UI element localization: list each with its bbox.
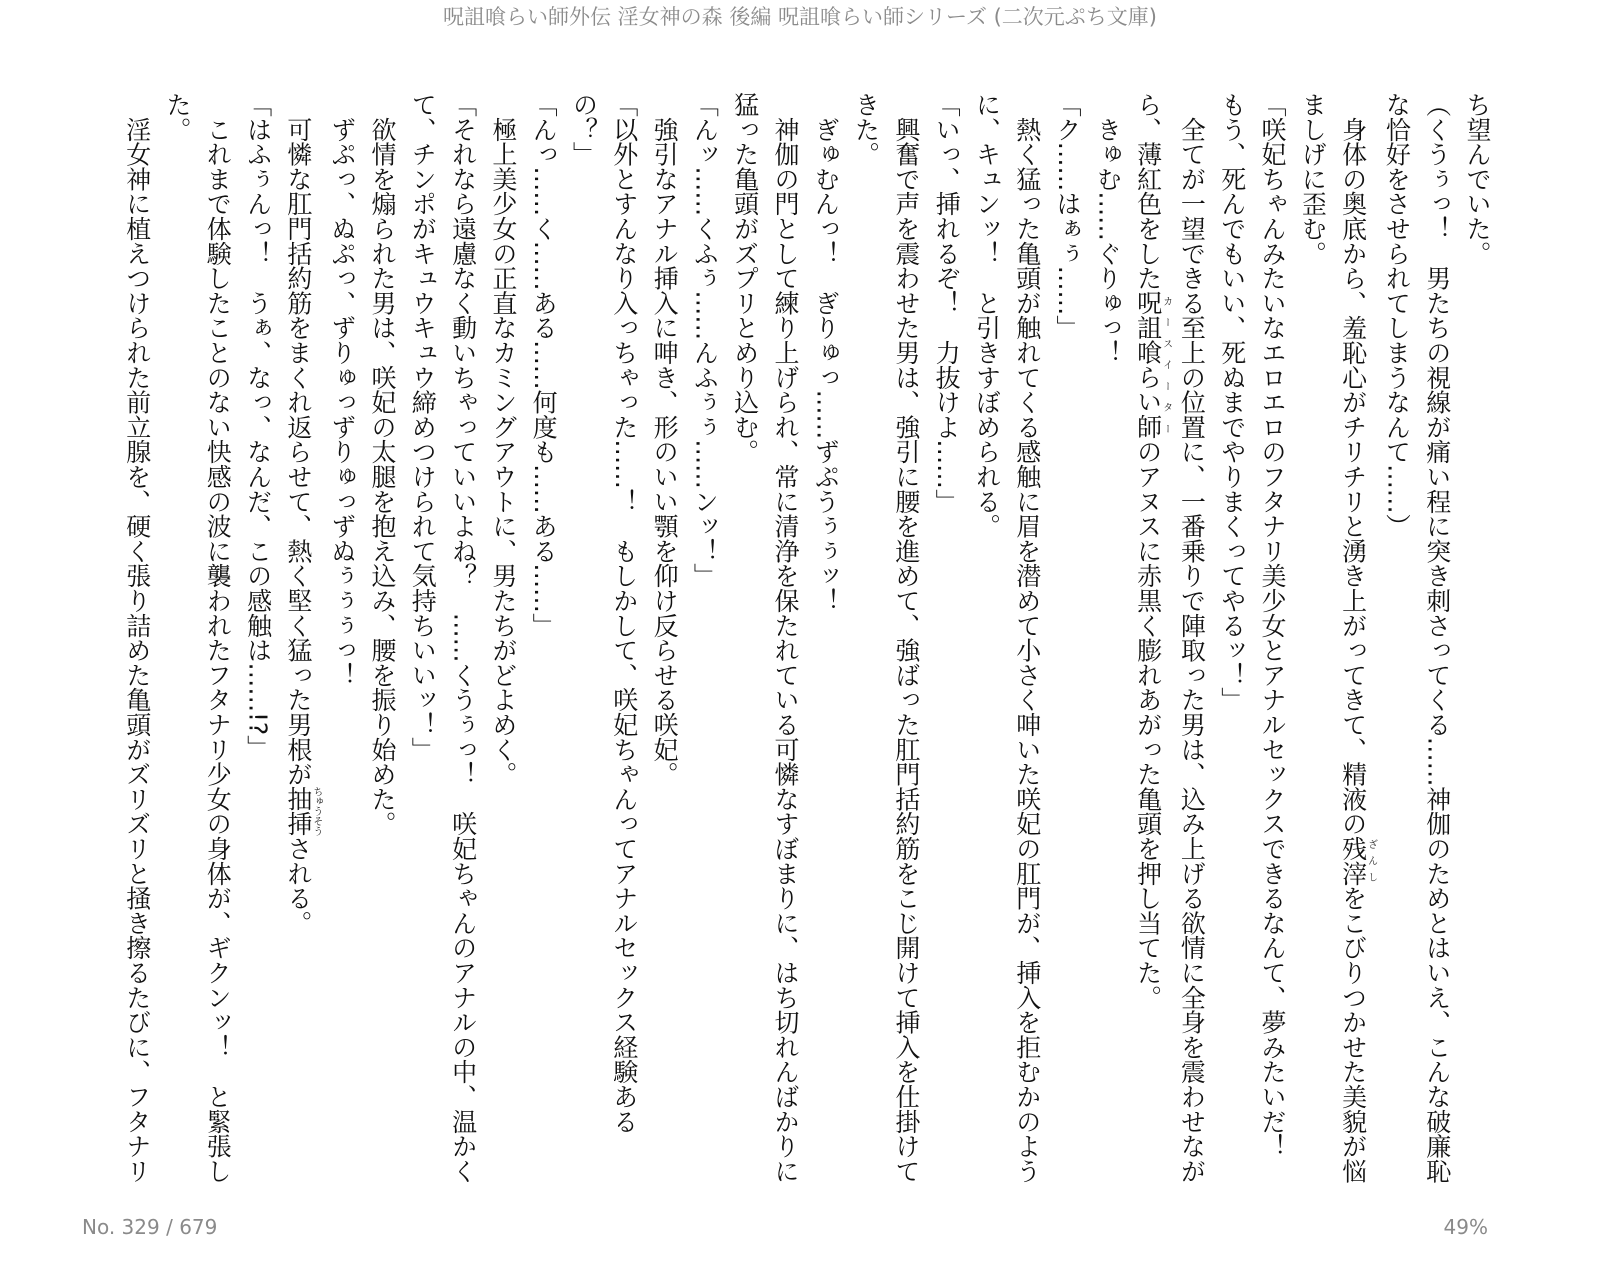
text-line xyxy=(563,92,603,1172)
text-segment: ぎゅむんっ！ ぎりゅっ……ずぷうぅぅッ！ xyxy=(811,92,841,613)
vertical-text-page[interactable] xyxy=(92,92,1497,1184)
text-segment: 淫女神に植えつけられた前立腺を、硬く張り詰めた亀頭がズリズリと掻き擦るたびに、フタナリ xyxy=(122,92,152,1184)
text-line xyxy=(483,92,523,1172)
text-line xyxy=(1171,92,1211,1184)
text-segment: 「んっ……く……ある……何度も……ある……」 xyxy=(529,92,559,638)
text-segment: 全てが一望できる至上の位置に、一番乗りで陣取った男は、込み上げる欲情に全身を震わせなが xyxy=(1177,92,1207,1184)
text-segment: 「咲妃ちゃんみたいなエロエロのフタナリ美少女とアナルセックスできるなんて、夢みたいだ！ xyxy=(1258,92,1288,1159)
text-segment: 欲情を煽られた男は、咲妃の太腿を抱え込み、腰を振り始めた。 xyxy=(367,92,397,837)
text-segment: な恰好をさせられてしまうなんて……） xyxy=(1382,92,1412,539)
ruby-word xyxy=(1133,290,1172,440)
location-indicator: No. 329 / 679 xyxy=(82,1215,218,1239)
text-line xyxy=(845,92,885,1172)
text-segment: に、キュンッ！ と引きすぼめられる。 xyxy=(972,92,1002,539)
ruby-reading: ちゅうそう xyxy=(310,786,322,836)
text-line xyxy=(197,92,237,1184)
text-segment: ち望んでいた。 xyxy=(1463,92,1492,266)
text-segment: される。 xyxy=(283,836,313,936)
text-segment: 「はふぅんっ！ うぁ、なっ、なんだ、この感触は……!?」 xyxy=(243,92,273,760)
text-segment: 興奮で声を震わせた男は、強引に腰を進めて、強ばった肛門括約筋をこじ開けて挿入を仕掛けて xyxy=(891,92,921,1184)
ruby-word xyxy=(283,786,322,837)
text-line xyxy=(684,92,724,1172)
ruby-base: 呪詛喰らい師 xyxy=(1133,290,1163,440)
text-line xyxy=(805,92,845,1172)
text-segment: 「それなら遠慮なく動いちゃっていいよね？ ……くうぅっ！ 咲妃ちゃんのアナルの中、温かく xyxy=(448,92,478,1184)
text-line xyxy=(1416,92,1456,1184)
text-segment: 神伽の門として練り上げられ、常に清浄を保たれている可憐なすぼまりに、はち切れんばかりに xyxy=(770,92,800,1184)
text-segment: をこびりつかせた美貌が悩 xyxy=(1338,885,1368,1184)
text-line xyxy=(603,92,643,1172)
text-line xyxy=(926,92,966,1172)
ruby-base: 残滓 xyxy=(1338,836,1368,886)
text-line xyxy=(237,92,277,1172)
text-line xyxy=(321,92,361,1172)
text-line xyxy=(1252,92,1292,1172)
ruby-reading: ざんし xyxy=(1365,836,1377,886)
ruby-word xyxy=(1338,836,1377,886)
text-segment: ましげに歪む。 xyxy=(1298,92,1328,266)
text-segment: （くうぅっ！ 男たちの視線が痛い程に突き刺さってくる……神伽のためとはいえ、こんな破廉恥 xyxy=(1422,92,1452,1184)
text-segment: ら、薄紅色をした xyxy=(1133,92,1163,291)
text-segment: て、チンポがキュウキュウ締めつけられて気持ちいいッ！」 xyxy=(408,92,438,762)
text-line xyxy=(1292,92,1332,1172)
text-line xyxy=(1047,92,1087,1172)
text-line xyxy=(1376,92,1416,1172)
text-segment: きゅむ……ぐりゅっ！ xyxy=(1093,92,1123,365)
text-line xyxy=(1211,92,1251,1172)
ruby-reading: カースイーター xyxy=(1160,290,1172,440)
text-line xyxy=(1332,92,1377,1184)
text-line xyxy=(157,92,197,1172)
text-segment: 「以外とすんなり入っちゃった……！ もしかして、咲妃ちゃんってアナルセックス経験ある xyxy=(609,92,639,1134)
text-line xyxy=(362,92,402,1172)
text-segment: の？」 xyxy=(569,92,599,167)
text-segment: た。 xyxy=(163,92,192,142)
text-segment: 身体の奥底から、羞恥心がチリチリと湧き上がってきて、精液の xyxy=(1338,92,1368,837)
text-segment: 「んッ……くふぅ……んふぅぅ……ンッ！」 xyxy=(690,92,720,589)
text-line xyxy=(886,92,926,1184)
text-segment: ずぷっ、ぬぷっ、ずりゅっずりゅっずぬぅぅぅっ！ xyxy=(327,92,357,688)
text-line xyxy=(765,92,805,1184)
text-line xyxy=(116,92,156,1184)
book-title-header: 呪詛喰らい師外伝 淫女神の森 後編 呪詛喰らい師シリーズ (二次元ぷち文庫) xyxy=(442,5,1158,29)
text-line xyxy=(724,92,764,1172)
text-segment: のアヌスに赤黒く膨れあがった亀頭を押し当てた。 xyxy=(1133,439,1163,1010)
text-line xyxy=(1087,92,1127,1172)
text-line xyxy=(966,92,1006,1172)
text-segment: これまで体験したことのない快感の波に襲われたフタナリ少女の身体が、ギクンッ！ と緊張し xyxy=(203,92,233,1184)
text-segment: 「いっ、挿れるぞ！ 力抜けよ……」 xyxy=(932,92,962,514)
reading-progress: 49% xyxy=(1443,1215,1488,1239)
text-segment: 強引なアナル挿入に呻き、形のいい顎を仰け反らせる咲妃。 xyxy=(650,92,680,787)
text-segment: 「ク……はぁぅ……」 xyxy=(1053,92,1083,341)
text-line xyxy=(1006,92,1046,1184)
text-segment: 可憐な肛門括約筋をまくれ返らせて、熱く堅く猛った男根が xyxy=(283,92,313,787)
text-segment: 猛った亀頭がズプリとめり込む。 xyxy=(730,92,760,465)
text-line xyxy=(278,92,322,1172)
text-line xyxy=(1127,92,1171,1172)
text-line xyxy=(644,92,684,1172)
text-segment: きた。 xyxy=(851,92,881,167)
text-line xyxy=(442,92,482,1184)
text-line xyxy=(1457,92,1497,1172)
ruby-base: 抽挿 xyxy=(283,786,313,837)
text-segment: 熱く猛った亀頭が触れてくる感触に眉を潜めて小さく呻いた咲妃の肛門が、挿入を拒むかのよう xyxy=(1012,92,1042,1184)
text-segment: もう、死んでもいい、死ぬまでやりまくってやるッ！」 xyxy=(1217,92,1247,713)
text-line xyxy=(523,92,563,1172)
text-line xyxy=(402,92,442,1172)
text-segment: 極上美少女の正直なカミングアウトに、男たちがどよめく。 xyxy=(488,92,518,787)
